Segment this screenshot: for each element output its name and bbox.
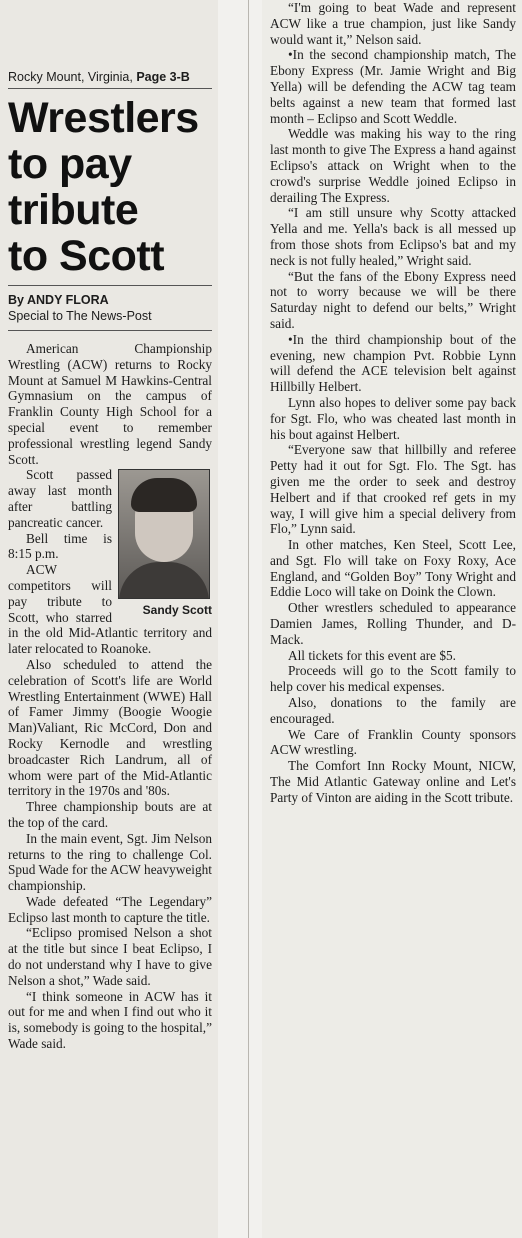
paragraph: Scott passed away last month after battling pancreatic cancer. [8,467,112,530]
paragraph: “I am still unsure why Scotty attacked Yella and me. Yella's back is all messed up from those shots from Eclipso's bat and my neck is not fully healed,” Wright said. [270,205,516,268]
paragraph: Also, donations to the family are encouraged. [270,695,516,726]
headline [8,95,212,286]
left-column [0,0,218,1238]
paragraph: Three championship bouts are at the top of the card. [8,799,212,830]
paragraph: ACW competitors will pay tribute to Scott, who starred in the old Mid-Atlantic territory and later relocated to Roanoke. [8,562,212,657]
paragraph: In the main event, Sgt. Jim Nelson returns to the ring to challenge Col. Spud Wade for the ACW heavyweight championship. [8,830,212,894]
headline-line: to Scott [8,232,165,280]
paragraph: The Comfort Inn Rocky Mount, NICW, The Mid Atlantic Gateway online and Let's Party of Vinton are aiding in the Scott tribute. [270,758,516,805]
paragraph: “I think someone in ACW has it out for me and when I find out who it is, somebody is going to the hospital,” Wade said. [8,988,212,1052]
article-body-right [270,0,516,806]
portrait-photo [118,469,210,599]
byline-divider [8,330,212,331]
author: By ANDY FLORA [8,293,109,307]
headline-line: tribute [8,186,139,234]
affiliation: Special to The News-Post [8,309,152,323]
paragraph: Lynn also hopes to deliver some pay back for Sgt. Flo, who was cheated last month in his bout against Helbert. [270,394,516,442]
paragraph: We Care of Franklin County sponsors ACW wrestling. [270,726,516,758]
column-fold-line [248,0,249,1238]
paragraph: Bell time is 8:15 p.m. [8,530,112,562]
dateline [8,70,212,89]
paragraph: All tickets for this event are $5. [288,647,457,663]
paragraph: “But the fans of the Ebony Express need not to worry because we will be there Saturday night to defend our belts,” Wright said. [270,268,516,331]
paragraph: •In the third championship bout of the evening, new champion Pvt. Robbie Lynn will defend the ACE television belt against Hillbilly Helbert. [270,331,516,395]
dateline-page: Page 3-B [136,70,190,84]
paragraph: Wade defeated “The Legendary” Eclipso last month to capture the title. [8,893,212,925]
byline [8,292,212,324]
photo-caption: Sandy Scott [142,603,212,618]
dateline-place: Rocky Mount, Virginia, [8,70,133,84]
paragraph: Other wrestlers scheduled to appearance Damien James, Rolling Thunder, and D-Mack. [270,600,516,647]
headline-line: Wrestlers [8,94,199,142]
paragraph: In other matches, Ken Steel, Scott Lee, and Sgt. Flo will take on Foxy Roxy, Ace England, and “Golden Boy” Tony Wright and Eddie Loco will take on Doink the Clown. [270,537,516,600]
paragraph: “Eclipso promised Nelson a shot at the title but since I beat Eclipso, I do not understand why I have to give Nelson a shot,” Wade said. [8,925,212,988]
paragraph: American Championship Wrestling (ACW) returns to Rocky Mount at Samuel M Hawkins-Central Gymnasium on the campus of Franklin County High School for a special event to remember professional wrestling legend Sandy Scott. [8,341,212,467]
right-column [262,0,522,1238]
paragraph: Weddle was making his way to the ring last month to give The Express a hand against Eclipso's attack on Wright when to the crowd's surprise Weddle joined Eclipso in derailing The Express. [270,126,516,205]
paragraph: Proceeds will go to the Scott family to help cover his medical expenses. [270,663,516,695]
paragraph: “I'm going to beat Wade and represent ACW like a true champion, just like Sandy would want it,” Nelson said. [270,0,516,47]
column-gutter [218,0,262,1238]
photo-figure [118,469,212,617]
paragraph: “Everyone saw that hillbilly and referee Petty had it out for Sgt. Flo. The Sgt. has given me the order to seek and destroy Helbert and if that crooked ref gets in my way, I will give him a special delivery from Flo,” Lynn said. [270,442,516,537]
paragraph: Also scheduled to attend the celebration of Scott's life are World Wrestling Entertainment (WWE) Hall of Famer Jimmy (Boogie Woogie Man)Valiant, Ric McCord, Don and Rocky Kernodle and wrestling broadcaster Rich Landrum, all of whom were part of the Mid-Atlantic territory in the 1970s and '80s. [8,656,212,799]
headline-line: to pay [8,140,132,188]
article-body-left [8,341,212,1052]
paragraph: •In the second championship match, The Ebony Express (Mr. Jamie Wright and Big Yella) will be defending the ACW tag team belts against a new team that formed last month – Eclipso and Scott Weddle. [270,47,516,126]
